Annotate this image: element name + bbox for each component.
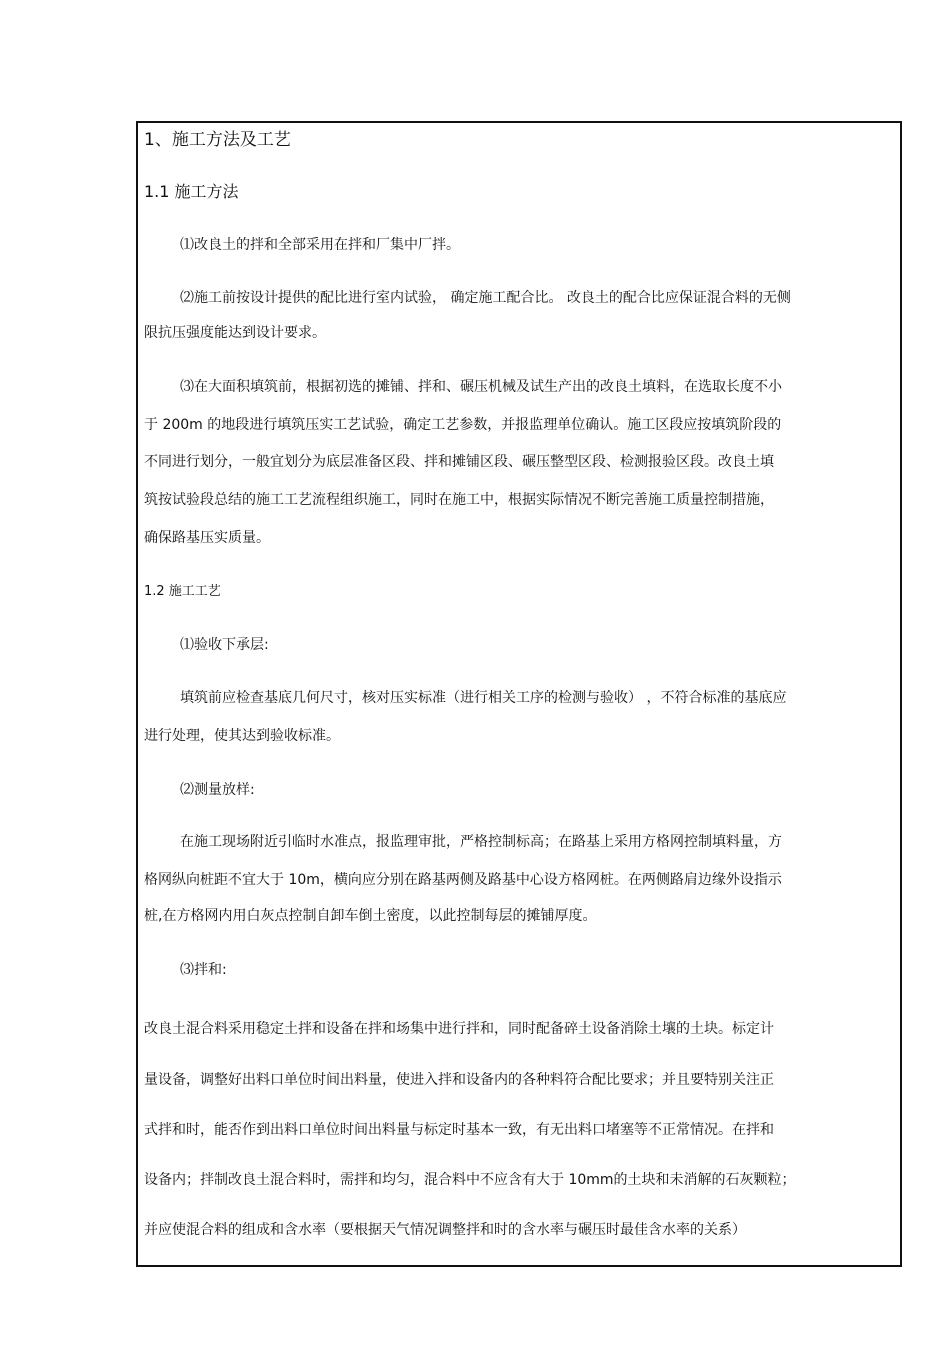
subsection-heading: 1.1 施工方法 [144,182,239,201]
paragraph-line: 设备内；拌制改良土混合料时，需拌和均匀，混合料中不应含有大于 10mm的土块和未消解的石灰颗粒； [144,1172,796,1188]
section-heading: 1、施工方法及工艺 [144,130,291,150]
paragraph-line: 量设备，调整好出料口单位时间出料量，使进入拌和设备内的各种料符合配比要求；并且要特别关注正 [144,1072,774,1088]
paragraph-line: ⑵施工前按设计提供的配比进行室内试验， 确定施工配合比。 改良土的配合比应保证混合料的无侧 [180,290,791,306]
paragraph-line: 改良土混合料采用稳定土拌和设备在拌和场集中进行拌和，同时配备碎土设备消除土壤的土块。标定计 [144,1021,774,1037]
paragraph-line: ⑵测量放样: [180,782,255,798]
paragraph-line: 填筑前应检查基底几何尺寸，核对压实标准（进行相关工序的检测与验收） ，不符合标准的基底应 [180,690,787,706]
paragraph-line: ⑴验收下承层: [180,637,269,653]
paragraph-line: ⑶拌和: [180,962,227,978]
paragraph-line: 进行处理，使其达到验收标准。 [144,728,340,744]
paragraph-line: 在施工现场附近引临时水准点，报监理审批，严格控制标高；在路基上采用方格网控制填料量，方 [180,834,782,850]
paragraph-line: 限抗压强度能达到设计要求。 [144,325,326,341]
paragraph-line: ⑶在大面积填筑前，根据初选的摊铺、拌和、碾压机械及试生产出的改良土填料，在选取长度不小 [180,379,782,395]
paragraph-line: 并应使混合料的组成和含水率（要根据天气情况调整拌和时的含水率与碾压时最佳含水率的关系） [144,1222,746,1238]
paragraph-line: 筑按试验段总结的施工工艺流程组织施工，同时在施工中，根据实际情况不断完善施工质量控制措施， [144,492,774,508]
subsection-heading: 1.2 施工工艺 [144,584,221,599]
paragraph-line: 不同进行划分，一般宜划分为底层准备区段、拌和摊铺区段、碾压整型区段、检测报验区段。改良土填 [144,454,774,470]
paragraph-line: 格网纵向桩距不宜大于 10m，横向应分别在路基两侧及路基中心设方格网桩。在两侧路肩边缘外设指示 [144,872,782,888]
paragraph-line: 式拌和时，能否作到出料口单位时间出料量与标定时基本一致，有无出料口堵塞等不正常情况。在拌和 [144,1122,774,1138]
paragraph-line: 确保路基压实质量。 [144,530,270,546]
paragraph-line: 于 200m 的地段进行填筑压实工艺试验，确定工艺参数，并报监理单位确认。施工区段应按填筑阶段的 [144,417,782,433]
paragraph-line: 桩,在方格网内用白灰点控制自卸车倒土密度，以此控制每层的摊铺厚度。 [144,908,597,924]
paragraph-line: ⑴改良土的拌和全部采用在拌和厂集中厂拌。 [180,237,460,253]
